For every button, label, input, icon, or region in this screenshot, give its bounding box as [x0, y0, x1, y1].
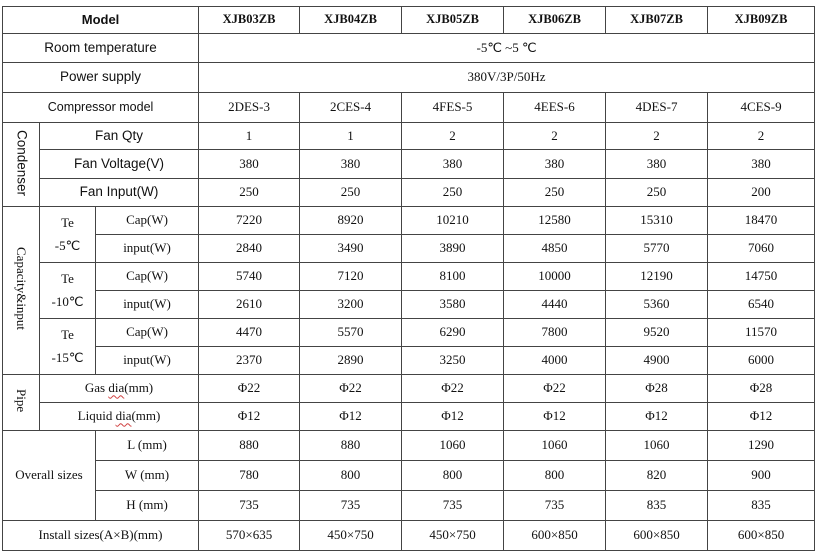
model-name: XJB07ZB [606, 7, 708, 34]
gas-dia-value: Φ22 [199, 375, 300, 403]
capacity-group [3, 207, 40, 375]
fan-input-row [3, 179, 815, 207]
fan-qty-value: 1 [300, 123, 402, 150]
cap-value: 14750 [708, 263, 815, 291]
width-value: 800 [504, 461, 606, 491]
height-value: 735 [300, 491, 402, 521]
capacity-input-row [3, 291, 815, 319]
te-temp: -5℃ [54, 238, 81, 253]
room-temperature-value: -5℃ ~5 ℃ [199, 34, 815, 63]
compressor-model: 2DES-3 [199, 93, 300, 123]
input-value: 5770 [606, 235, 708, 263]
input-value: 2370 [199, 347, 300, 375]
liquid-dia-row [3, 403, 815, 431]
gas-dia-label-post: (mm) [124, 380, 154, 396]
cap-value: 7120 [300, 263, 402, 291]
model-name: XJB06ZB [504, 7, 606, 34]
model-name: XJB03ZB [199, 7, 300, 34]
length-value: 880 [199, 431, 300, 461]
power-supply-row [3, 63, 815, 93]
input-label: input(W) [96, 291, 199, 319]
fan-voltage-label: Fan Voltage(V) [40, 150, 199, 179]
liquid-dia-label-pre: Liquid [77, 408, 116, 424]
capacity-input-row [3, 235, 815, 263]
cap-value: 6290 [402, 319, 504, 347]
fan-qty-value: 2 [504, 123, 606, 150]
install-sizes-row [3, 521, 815, 551]
fan-input-value: 250 [606, 179, 708, 207]
model-label: Model [3, 7, 199, 34]
length-label: L (mm) [96, 431, 199, 461]
te-cell [40, 319, 96, 375]
liquid-dia-value: Φ12 [708, 403, 815, 431]
input-value: 3490 [300, 235, 402, 263]
input-label: input(W) [96, 235, 199, 263]
input-value: 4850 [504, 235, 606, 263]
input-value: 7060 [708, 235, 815, 263]
width-value: 820 [606, 461, 708, 491]
install-sizes-value: 600×850 [708, 521, 815, 551]
gas-dia-value: Φ22 [402, 375, 504, 403]
cap-value: 15310 [606, 207, 708, 235]
install-sizes-value: 600×850 [504, 521, 606, 551]
liquid-dia-label-post: (mm) [131, 408, 161, 424]
capacity-cap-row [3, 319, 815, 347]
length-value: 1290 [708, 431, 815, 461]
height-value: 835 [708, 491, 815, 521]
compressor-model: 4EES-6 [504, 93, 606, 123]
gas-dia-label-pre: Gas [84, 380, 109, 396]
install-sizes-value: 600×850 [606, 521, 708, 551]
cap-value: 11570 [708, 319, 815, 347]
fan-voltage-value: 380 [504, 150, 606, 179]
gas-dia-label [40, 375, 199, 403]
height-value: 835 [606, 491, 708, 521]
model-name: XJB04ZB [300, 7, 402, 34]
install-sizes-label: Install sizes(A×B)(mm) [3, 521, 199, 551]
gas-dia-value: Φ22 [504, 375, 606, 403]
liquid-dia-value: Φ12 [402, 403, 504, 431]
te-temp: -10℃ [51, 294, 84, 309]
pipe-group [3, 375, 40, 431]
te-label: Te [61, 270, 74, 286]
input-value: 3580 [402, 291, 504, 319]
liquid-dia-value: Φ12 [300, 403, 402, 431]
fan-qty-value: 2 [606, 123, 708, 150]
input-value: 3200 [300, 291, 402, 319]
input-value: 2890 [300, 347, 402, 375]
cap-value: 12580 [504, 207, 606, 235]
spec-table [2, 6, 815, 551]
height-value: 735 [402, 491, 504, 521]
compressor-model: 4CES-9 [708, 93, 815, 123]
height-value: 735 [504, 491, 606, 521]
input-value: 6540 [708, 291, 815, 319]
width-value: 800 [300, 461, 402, 491]
fan-voltage-value: 380 [300, 150, 402, 179]
length-value: 1060 [402, 431, 504, 461]
fan-voltage-value: 380 [708, 150, 815, 179]
cap-value: 10000 [504, 263, 606, 291]
cap-value: 5570 [300, 319, 402, 347]
te-label: Te [61, 326, 74, 342]
liquid-dia-value: Φ12 [199, 403, 300, 431]
length-value: 880 [300, 431, 402, 461]
compressor-model: 4DES-7 [606, 93, 708, 123]
compressor-row [3, 93, 815, 123]
fan-qty-row [3, 123, 815, 150]
model-row [3, 7, 815, 34]
capacity-cap-row [3, 263, 815, 291]
fan-voltage-row [3, 150, 815, 179]
fan-input-value: 250 [300, 179, 402, 207]
height-value: 735 [199, 491, 300, 521]
overall-sizes-label: Overall sizes [3, 431, 96, 521]
length-value: 1060 [504, 431, 606, 461]
compressor-label: Compressor model [3, 93, 199, 123]
model-name: XJB05ZB [402, 7, 504, 34]
cap-value: 9520 [606, 319, 708, 347]
liquid-dia-value: Φ12 [504, 403, 606, 431]
te-cell [40, 207, 96, 263]
pipe-label: Pipe [14, 389, 30, 413]
input-label: input(W) [96, 347, 199, 375]
cap-value: 5740 [199, 263, 300, 291]
install-sizes-value: 570×635 [199, 521, 300, 551]
length-value: 1060 [606, 431, 708, 461]
fan-input-label: Fan Input(W) [40, 179, 199, 207]
input-value: 4440 [504, 291, 606, 319]
gas-dia-value: Φ28 [606, 375, 708, 403]
fan-input-value: 250 [504, 179, 606, 207]
condenser-label: Condenser [14, 129, 30, 196]
liquid-dia-label-mid: dia [115, 408, 132, 424]
input-value: 3250 [402, 347, 504, 375]
capacity-input-row [3, 347, 815, 375]
input-value: 5360 [606, 291, 708, 319]
fan-qty-value: 2 [402, 123, 504, 150]
fan-input-value: 250 [402, 179, 504, 207]
install-sizes-value: 450×750 [402, 521, 504, 551]
condenser-group [3, 123, 40, 207]
length-row [3, 431, 815, 461]
fan-voltage-value: 380 [199, 150, 300, 179]
te-label: Te [61, 214, 74, 230]
width-value: 780 [199, 461, 300, 491]
fan-input-value: 200 [708, 179, 815, 207]
input-value: 6000 [708, 347, 815, 375]
input-value: 4900 [606, 347, 708, 375]
install-sizes-value: 450×750 [300, 521, 402, 551]
cap-value: 18470 [708, 207, 815, 235]
power-supply-label: Power supply [3, 63, 199, 93]
width-value: 900 [708, 461, 815, 491]
cap-label: Cap(W) [96, 319, 199, 347]
fan-input-value: 250 [199, 179, 300, 207]
te-temp: -15℃ [51, 350, 84, 365]
cap-value: 7220 [199, 207, 300, 235]
cap-value: 8920 [300, 207, 402, 235]
cap-value: 12190 [606, 263, 708, 291]
width-label: W (mm) [96, 461, 199, 491]
room-temperature-label: Room temperature [3, 34, 199, 63]
fan-qty-value: 2 [708, 123, 815, 150]
input-value: 3890 [402, 235, 504, 263]
cap-label: Cap(W) [96, 207, 199, 235]
fan-qty-label: Fan Qty [40, 123, 199, 150]
gas-dia-row [3, 375, 815, 403]
height-row [3, 491, 815, 521]
width-value: 800 [402, 461, 504, 491]
gas-dia-value: Φ22 [300, 375, 402, 403]
compressor-model: 4FES-5 [402, 93, 504, 123]
capacity-cap-row [3, 207, 815, 235]
input-value: 2610 [199, 291, 300, 319]
liquid-dia-label [40, 403, 199, 431]
cap-value: 8100 [402, 263, 504, 291]
room-temperature-row [3, 34, 815, 63]
capacity-input-label: Capacity&input [14, 247, 30, 331]
width-row [3, 461, 815, 491]
gas-dia-label-mid: dia [108, 380, 125, 396]
input-value: 2840 [199, 235, 300, 263]
cap-value: 7800 [504, 319, 606, 347]
compressor-model: 2CES-4 [300, 93, 402, 123]
input-value: 4000 [504, 347, 606, 375]
height-label: H (mm) [96, 491, 199, 521]
cap-label: Cap(W) [96, 263, 199, 291]
te-cell [40, 263, 96, 319]
fan-voltage-value: 380 [402, 150, 504, 179]
fan-qty-value: 1 [199, 123, 300, 150]
gas-dia-value: Φ28 [708, 375, 815, 403]
model-name: XJB09ZB [708, 7, 815, 34]
cap-value: 10210 [402, 207, 504, 235]
fan-voltage-value: 380 [606, 150, 708, 179]
cap-value: 4470 [199, 319, 300, 347]
liquid-dia-value: Φ12 [606, 403, 708, 431]
power-supply-value: 380V/3P/50Hz [199, 63, 815, 93]
